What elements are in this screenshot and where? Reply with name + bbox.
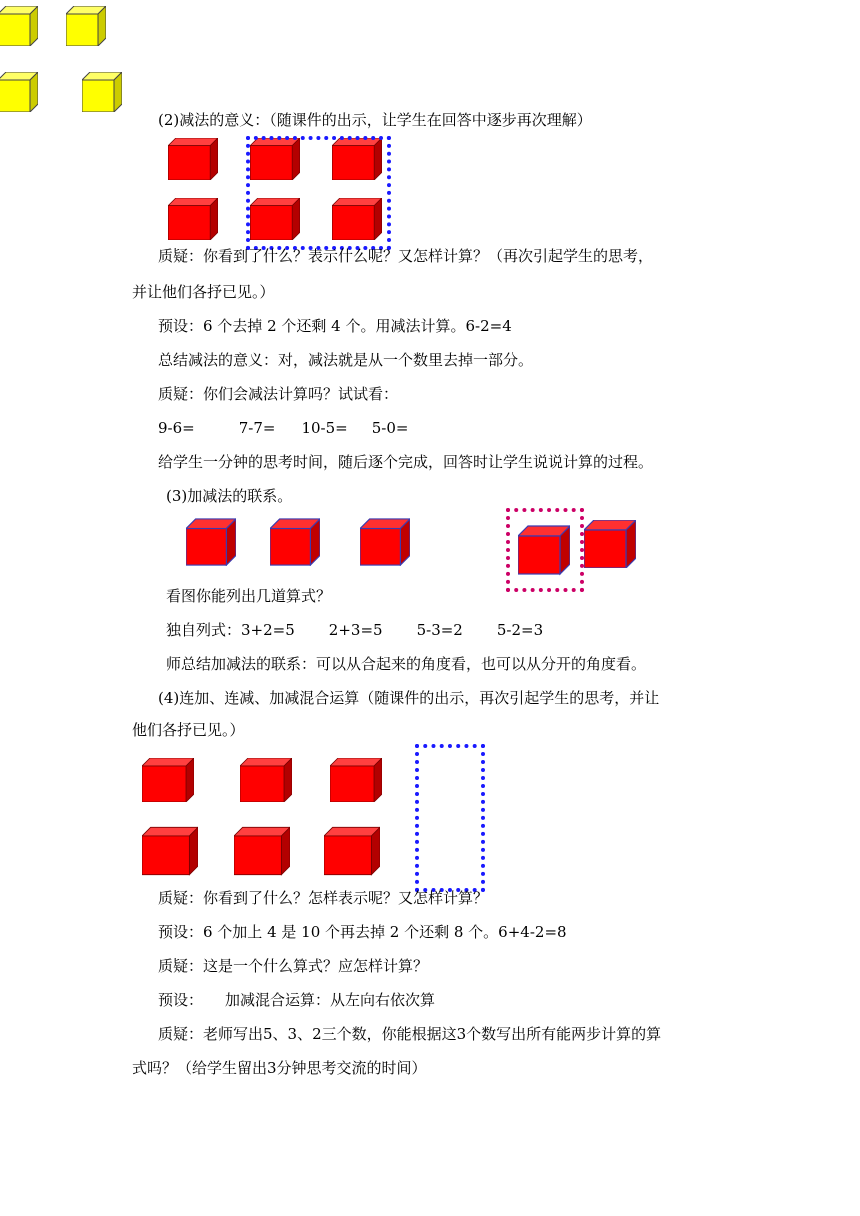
red-cube bbox=[240, 758, 292, 802]
yellow-cube-4 bbox=[82, 72, 122, 112]
removed-group-box bbox=[246, 136, 391, 250]
question-1-line1: 质疑：你看到了什么？表示什么呢？又怎样计算？（再次引起学生的思考， bbox=[158, 247, 654, 265]
teacher-summary: 师总结加减法的联系：可以从合起来的角度看，也可以从分开的角度看。 bbox=[166, 655, 647, 673]
yellow-cube-3 bbox=[0, 72, 38, 112]
section4-heading-line1: (4)连加、连减、加减混合运算（随课件的出示，再次引起学生的思考，并让 bbox=[158, 689, 660, 707]
red-cube bbox=[142, 758, 194, 802]
preset-text: 加减混合运算：从左向右依次算 bbox=[225, 991, 436, 1009]
red-cube bbox=[168, 198, 218, 240]
formula-row bbox=[166, 620, 543, 640]
ask-formulas: 看图你能列出几道算式？ bbox=[166, 587, 332, 605]
preset-1: 预设：6 个去掉 2 个还剩 4 个。用减法计算。6-2=4 bbox=[158, 317, 512, 335]
yellow-cube-2 bbox=[66, 6, 106, 46]
red-cube bbox=[234, 826, 290, 876]
section2-heading: (2)减法的意义：（随课件的出示，让学生在回答中逐步再次理解） bbox=[158, 111, 592, 129]
red-cube bbox=[186, 518, 236, 566]
red-cube bbox=[330, 758, 382, 802]
exercise: 7-7= bbox=[238, 419, 276, 437]
preset-4 bbox=[158, 990, 435, 1010]
exercise: 10-5= bbox=[301, 419, 348, 437]
exercise-row bbox=[158, 418, 408, 438]
red-cube bbox=[270, 518, 320, 566]
question-2: 质疑：你们会减法计算吗？试试看： bbox=[158, 385, 399, 403]
section3-heading: (3)加减法的联系。 bbox=[166, 487, 293, 505]
question-4: 质疑：这是一个什么算式？应怎样计算？ bbox=[158, 957, 429, 975]
empty-placeholder-box bbox=[415, 744, 485, 892]
grouped-cubes-box bbox=[506, 508, 584, 592]
question-3: 质疑：你看到了什么？怎样表示呢？又怎样计算？ bbox=[158, 889, 489, 907]
yellow-cube-1 bbox=[0, 6, 38, 46]
red-cube bbox=[324, 826, 380, 876]
red-cube bbox=[584, 520, 636, 568]
red-cube bbox=[168, 138, 218, 180]
give-time-note: 给学生一分钟的思考时间，随后逐个完成，回答时让学生说说计算的过程。 bbox=[158, 453, 654, 471]
preset-label: 预设： bbox=[158, 991, 204, 1009]
exercise: 9-6= bbox=[158, 419, 195, 437]
preset-3: 预设：6 个加上 4 是 10 个再去掉 2 个还剩 8 个。6+4-2=8 bbox=[158, 923, 567, 941]
formula: 5-3=2 bbox=[416, 621, 463, 639]
question-5-line2: 式吗？（给学生留出3分钟思考交流的时间） bbox=[132, 1059, 427, 1077]
exercise: 5-0= bbox=[371, 419, 409, 437]
red-cube bbox=[360, 518, 410, 566]
summary-subtraction: 总结减法的意义：对，减法就是从一个数里去掉一部分。 bbox=[158, 351, 534, 369]
formula-label: 独自列式： bbox=[166, 621, 242, 639]
red-cube bbox=[142, 826, 198, 876]
formula: 5-2=3 bbox=[496, 621, 544, 639]
formula: 3+2=5 bbox=[241, 621, 295, 639]
question-1-line2: 并让他们各抒已见。） bbox=[132, 283, 275, 301]
question-5-line1: 质疑：老师写出5、3、2三个数，你能根据这3个数写出所有能两步计算的算 bbox=[158, 1025, 662, 1043]
section4-heading-line2: 他们各抒已见。） bbox=[132, 721, 245, 739]
formula: 2+3=5 bbox=[328, 621, 383, 639]
